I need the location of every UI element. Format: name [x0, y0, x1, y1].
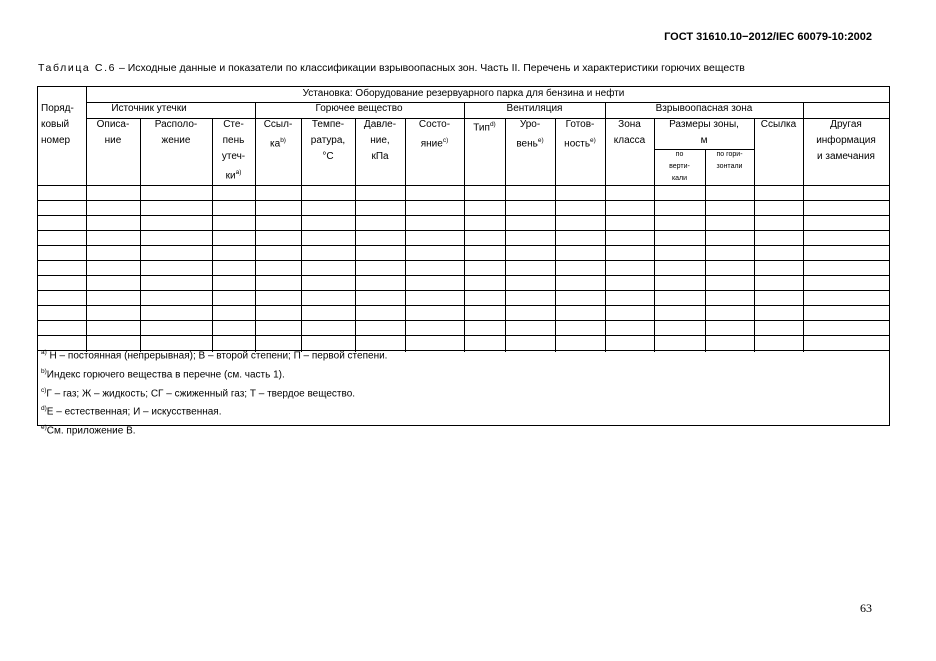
- col-degree: Сте- пень утеч- $ки^{a)}$: [221, 119, 246, 182]
- col-rule: [505, 118, 506, 352]
- col-row-number: Поряд- ковый номер: [41, 103, 74, 146]
- footnote: $^{d)}$Е – естественная; И – искусственная.: [41, 405, 222, 418]
- col-rule: [355, 118, 356, 352]
- group-leak-source: Источник утечки: [111, 103, 187, 114]
- col-rule: [86, 87, 87, 352]
- col-state: Состо- яние$^{c)}$: [418, 119, 451, 150]
- footnote: $^{b)}$Индекс горючего вещества в перечне (см. часть 1).: [41, 367, 285, 381]
- table-label: Таблица С.6: [38, 62, 117, 74]
- col-rule: [555, 118, 556, 352]
- group-col-rule: [464, 102, 465, 352]
- table-caption: [38, 62, 745, 74]
- col-rule: [140, 118, 141, 352]
- page-number: 63: [860, 601, 872, 615]
- col-zone-horizontal: по гори- зонтали: [716, 151, 743, 170]
- data-table: [37, 86, 890, 437]
- zone-size-rule: [654, 149, 754, 150]
- standard-designation: ГОСТ 31610.10−2012/IEC 60079-10:2002: [664, 31, 872, 43]
- col-zone-class: Зона класса: [613, 119, 646, 146]
- col-rule: [754, 118, 755, 352]
- col-temperature: Темпе- ратура, °С: [310, 119, 346, 162]
- group-ventilation: Вентиляция: [506, 103, 563, 114]
- group-substance: Горючее вещество: [315, 103, 403, 114]
- col-vent-level: Уро- вень$^{e)}$: [516, 119, 544, 150]
- group-col-rule: [605, 102, 606, 352]
- group-col-rule: [255, 102, 256, 352]
- col-vent-type: Тип$^{d)}$: [473, 121, 496, 134]
- col-other-info: Другая информация и замечания: [816, 119, 876, 162]
- footnotes: [41, 345, 387, 439]
- group-rule: [86, 118, 889, 119]
- col-rule: [405, 118, 406, 352]
- col-zone-size: Размеры зоны, м: [669, 119, 739, 146]
- col-rule: [212, 118, 213, 352]
- col-zone-vertical: по верти- кали: [669, 151, 690, 182]
- col-location: Располо- жение: [154, 119, 198, 146]
- group-col-rule: [803, 102, 804, 352]
- footnote: $^{a)}$ Н – постоянная (непрерывная); В – второй степени; П – первой степени.: [41, 349, 388, 362]
- col-rule: [654, 118, 655, 352]
- group-zone: Взрывоопасная зона: [655, 103, 753, 114]
- installation-title: Установка: Оборудование резервуарного парка для бензина и нефти: [302, 88, 625, 99]
- col-pressure: Давле- ние, кПа: [363, 119, 397, 162]
- zone-size-col-rule: [705, 149, 706, 352]
- col-rule: [301, 118, 302, 352]
- installation-rule: [86, 102, 889, 103]
- col-reference: Ссыл- $ка^{b)}$: [263, 119, 293, 150]
- col-description: Описа- ние: [96, 119, 130, 146]
- footnote: $^{c)}$Г – газ; Ж – жидкость; СГ – сжиженный газ; Т – твердое вещество.: [41, 386, 356, 399]
- col-zone-link: Ссылка: [760, 119, 797, 130]
- footnote: $^{e)}$См. приложение В.: [41, 424, 136, 437]
- table-title: – Исходные данные и показатели по классификации взрывоопасных зон. Часть II. Перечень и характеристики горючих веществ: [116, 62, 745, 74]
- col-vent-readiness: Готов- ность$^{e)}$: [564, 119, 596, 150]
